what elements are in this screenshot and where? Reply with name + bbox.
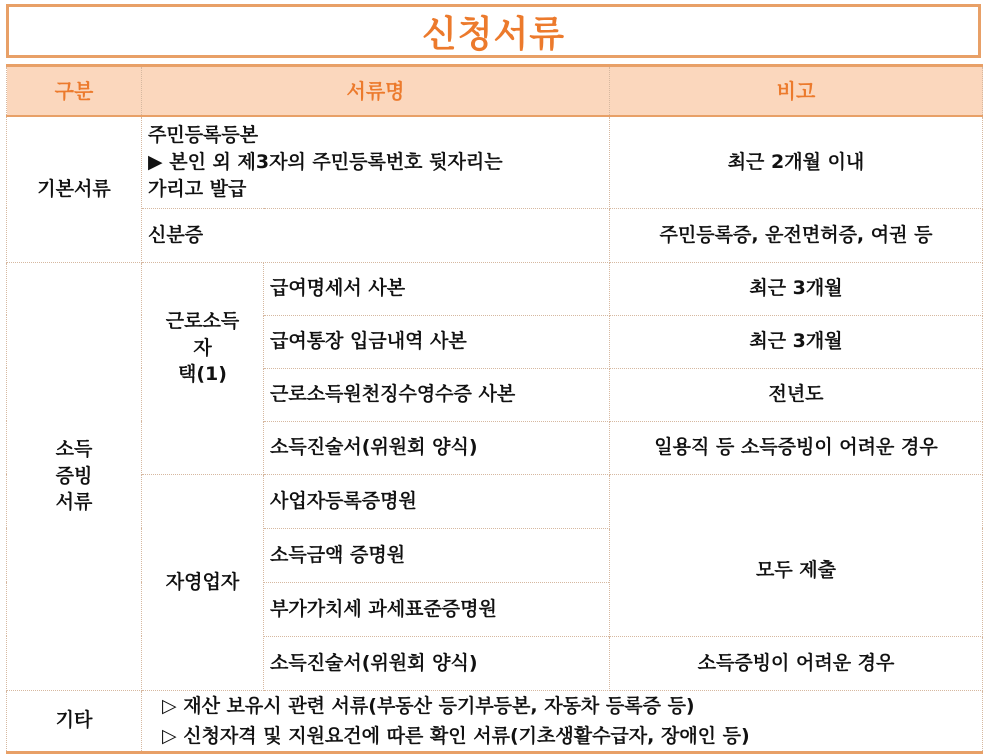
doc-cell: 근로소득원천징수영수증 사본 (264, 368, 610, 421)
etc-line: ▷ 재산 보유시 관련 서류(부동산 등기부등본, 자동차 등록증 등) (162, 694, 695, 717)
category-income-line: 소득 (55, 438, 93, 461)
table-row (7, 690, 983, 752)
table-row (7, 262, 983, 315)
header-note: 비고 (610, 66, 983, 117)
subcategory-self-employed: 자영업자 (142, 474, 264, 690)
category-etc: 기타 (7, 690, 142, 752)
table-row (7, 474, 983, 528)
etc-line: ▷ 신청자격 및 지원요건에 따른 확인 서류(기초생활수급자, 장애인 등) (162, 724, 750, 747)
doc-cell: 소득금액 증명원 (264, 528, 610, 582)
header-row (7, 66, 983, 117)
subcategory-line: 택(1) (178, 363, 227, 386)
category-income (7, 262, 142, 690)
note-cell: 일용직 등 소득증빙이 어려운 경우 (610, 421, 983, 474)
note-cell: 최근 3개월 (610, 315, 983, 368)
subcategory-employee (142, 262, 264, 474)
header-category: 구분 (7, 66, 142, 117)
doc-cell: 부가가치세 과세표준증명원 (264, 582, 610, 636)
category-income-line: 증빙 (55, 464, 93, 487)
doc-resident-register (142, 116, 610, 208)
page-title: 신청서류 (421, 13, 566, 55)
documents-table (6, 64, 983, 754)
table-row (7, 116, 983, 208)
doc-line: ▶ 본인 외 제3자의 주민등록번호 뒷자리는 (148, 150, 503, 173)
category-basic: 기본서류 (7, 116, 142, 262)
subcategory-line: 근로소득 (165, 310, 240, 333)
doc-line: 가리고 발급 (148, 177, 247, 200)
note-cell: 전년도 (610, 368, 983, 421)
doc-id-card: 신분증 (142, 208, 610, 262)
doc-cell: 사업자등록증명원 (264, 474, 610, 528)
doc-cell: 급여통장 입금내역 사본 (264, 315, 610, 368)
note-cell: 최근 3개월 (610, 262, 983, 315)
doc-line: 주민등록등본 (148, 124, 259, 147)
note-cell: 최근 2개월 이내 (610, 116, 983, 208)
note-cell: 주민등록증, 운전면허증, 여권 등 (610, 208, 983, 262)
header-document: 서류명 (142, 66, 610, 117)
note-cell: 모두 제출 (610, 474, 983, 636)
doc-cell: 소득진술서(위원회 양식) (264, 636, 610, 690)
subcategory-line: 자 (193, 336, 212, 359)
table-row (7, 208, 983, 262)
doc-cell: 소득진술서(위원회 양식) (264, 421, 610, 474)
category-income-line: 서류 (55, 491, 93, 514)
note-cell: 소득증빙이 어려운 경우 (610, 636, 983, 690)
doc-cell: 급여명세서 사본 (264, 262, 610, 315)
etc-docs (142, 690, 983, 752)
title-box (6, 4, 981, 58)
